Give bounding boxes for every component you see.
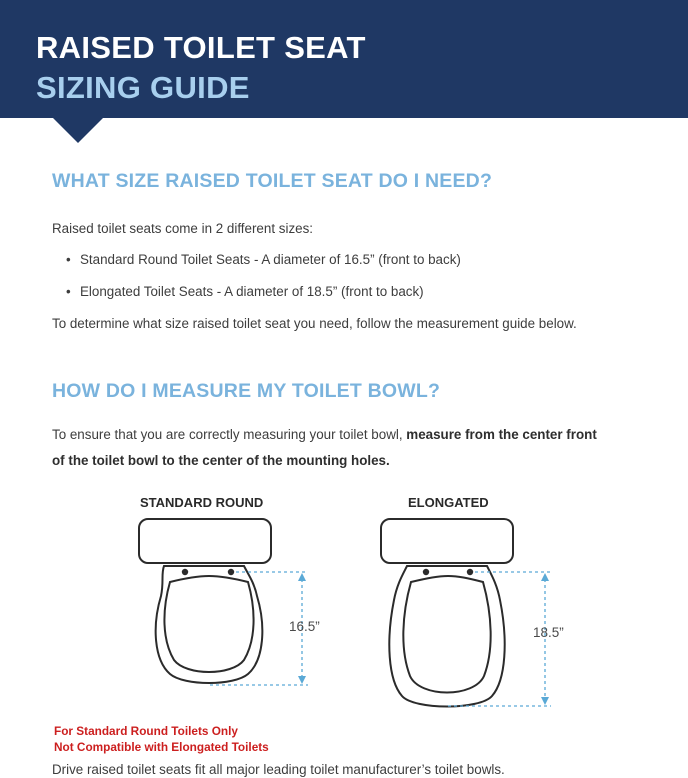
measure-text-normal: To ensure that you are correctly measuring your toilet bowl, [52, 427, 403, 442]
standard-toilet-icon [139, 519, 271, 683]
bullet-dot: • [66, 252, 71, 267]
elongated-toilet-icon [381, 519, 513, 707]
measure-text-bold-1: measure from the center front [406, 427, 597, 442]
page-title: RAISED TOILET SEAT [36, 30, 366, 65]
section-heading-size: WHAT SIZE RAISED TOILET SEAT DO I NEED? [52, 170, 493, 192]
size-intro-text: Raised toilet seats come in 2 different sizes: [52, 221, 313, 236]
warning-not-compatible: Not Compatible with Elongated Toilets [54, 740, 269, 754]
standard-tank [139, 519, 271, 563]
section-heading-measure: HOW DO I MEASURE MY TOILET BOWL? [52, 380, 441, 402]
diagram-label-standard: STANDARD ROUND [140, 495, 264, 510]
bullet-dot: • [66, 284, 71, 299]
elongated-bowl-inner [403, 576, 490, 693]
standard-mount-hole-right [228, 569, 234, 575]
measure-text-bold-2: of the toilet bowl to the center of the mounting holes. [52, 453, 390, 468]
standard-bowl-inner [164, 576, 253, 672]
bullet-standard-text: Standard Round Toilet Seats - A diameter of 16.5” (front to back) [80, 252, 461, 267]
elongated-tank [381, 519, 513, 563]
elongated-mount-hole-left [423, 569, 429, 575]
elongated-mount-hole-right [467, 569, 473, 575]
dimension-label-standard: 16.5” [289, 619, 320, 634]
standard-mount-hole-left [182, 569, 188, 575]
dimension-label-elongated: 18.5” [533, 625, 564, 640]
diagram-label-elongated: ELONGATED [408, 495, 489, 510]
elongated-seat-outer [389, 566, 504, 707]
standard-seat-outer [156, 566, 263, 683]
bullet-elongated-text: Elongated Toilet Seats - A diameter of 18.5” (front to back) [80, 284, 424, 299]
page-subtitle: SIZING GUIDE [36, 70, 250, 105]
compatibility-note: Drive raised toilet seats fit all major leading toilet manufacturer’s toilet bowls. [52, 762, 505, 777]
size-followup-text: To determine what size raised toilet seat you need, follow the measurement guide below. [52, 316, 577, 331]
warning-standard-only: For Standard Round Toilets Only [54, 724, 238, 738]
